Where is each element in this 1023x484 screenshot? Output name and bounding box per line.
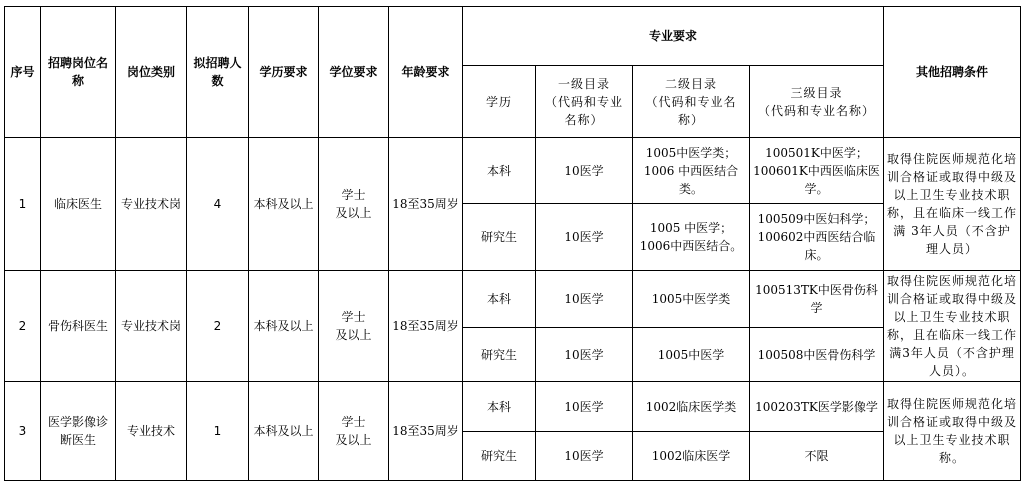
row-age: 18至35周岁 (389, 138, 463, 271)
row-seq: 3 (5, 382, 41, 481)
major-level2: 1002临床医学 (633, 432, 750, 481)
header-seq: 序号 (5, 7, 41, 138)
row-post-type: 专业技术岗 (116, 138, 187, 271)
header-education: 学历要求 (249, 7, 319, 138)
row-quota: 2 (187, 271, 249, 382)
row-age: 18至35周岁 (389, 382, 463, 481)
row-education: 本科及以上 (249, 138, 319, 271)
header-quota: 拟招聘人数 (187, 7, 249, 138)
subheader-level2: 二级目录 （代码和专业名称） (633, 66, 750, 138)
major-level1: 10医学 (536, 432, 633, 481)
major-level1: 10医学 (536, 138, 633, 204)
table-row (5, 138, 1021, 204)
row-age: 18至35周岁 (389, 271, 463, 382)
header-other-conditions: 其他招聘条件 (884, 7, 1021, 138)
header-degree: 学位要求 (319, 7, 389, 138)
major-level3: 不限 (750, 432, 884, 481)
major-level2: 1002临床医学类 (633, 382, 750, 432)
row-education: 本科及以上 (249, 271, 319, 382)
header-age: 年龄要求 (389, 7, 463, 138)
major-level3: 100501K中医学； 100601K中西医临床医学。 (750, 138, 884, 204)
major-edu: 研究生 (463, 432, 536, 481)
row-post-type: 专业技术 (116, 382, 187, 481)
subheader-edu: 学历 (463, 66, 536, 138)
row-post-name: 临床医生 (41, 138, 116, 271)
row-seq: 1 (5, 138, 41, 271)
row-quota: 4 (187, 138, 249, 271)
row-post-name: 医学影像诊断医生 (41, 382, 116, 481)
recruitment-table (4, 6, 1021, 481)
row-quota: 1 (187, 382, 249, 481)
row-education: 本科及以上 (249, 382, 319, 481)
row-other-conditions: 取得住院医师规范化培训合格证或取得中级及以上卫生专业技术职称，且在临床一线工作满 3年人员（不含护理人员） (884, 138, 1021, 271)
major-level1: 10医学 (536, 271, 633, 328)
major-level1: 10医学 (536, 204, 633, 271)
table-row (5, 382, 1021, 432)
major-edu: 本科 (463, 271, 536, 328)
row-degree: 学士 及以上 (319, 138, 389, 271)
row-seq: 2 (5, 271, 41, 382)
major-level3: 100203TK医学影像学 (750, 382, 884, 432)
major-edu: 研究生 (463, 204, 536, 271)
row-degree: 学士 及以上 (319, 271, 389, 382)
major-edu: 本科 (463, 382, 536, 432)
row-other-conditions: 取得住院医师规范化培训合格证或取得中级及以上卫生专业技术职称。 (884, 382, 1021, 481)
major-level2: 1005中医学 (633, 328, 750, 382)
header-row-top (5, 7, 1021, 66)
row-other-conditions: 取得住院医师规范化培训合格证或取得中级及以上卫生专业技术职称，且在临床一线工作满3年人员（不含护理人员）。 (884, 271, 1021, 382)
header-post-name: 招聘岗位名称 (41, 7, 116, 138)
major-level1: 10医学 (536, 328, 633, 382)
major-level3: 100509中医妇科学； 100602中西医结合临床。 (750, 204, 884, 271)
major-edu: 本科 (463, 138, 536, 204)
subheader-level3: 三级目录 （代码和专业名称） (750, 66, 884, 138)
major-level2: 1005 中医学； 1006中西医结合。 (633, 204, 750, 271)
major-level2: 1005中医学类； 1006 中西医结合类。 (633, 138, 750, 204)
subheader-level1: 一级目录 （代码和专业名称） (536, 66, 633, 138)
table-row (5, 271, 1021, 328)
header-post-type: 岗位类别 (116, 7, 187, 138)
header-major-requirements: 专业要求 (463, 7, 884, 66)
row-post-name: 骨伤科医生 (41, 271, 116, 382)
row-post-type: 专业技术岗 (116, 271, 187, 382)
major-level1: 10医学 (536, 382, 633, 432)
major-level3: 100508中医骨伤科学 (750, 328, 884, 382)
major-level3: 100513TK中医骨伤科学 (750, 271, 884, 328)
major-level2: 1005中医学类 (633, 271, 750, 328)
row-degree: 学士 及以上 (319, 382, 389, 481)
major-edu: 研究生 (463, 328, 536, 382)
